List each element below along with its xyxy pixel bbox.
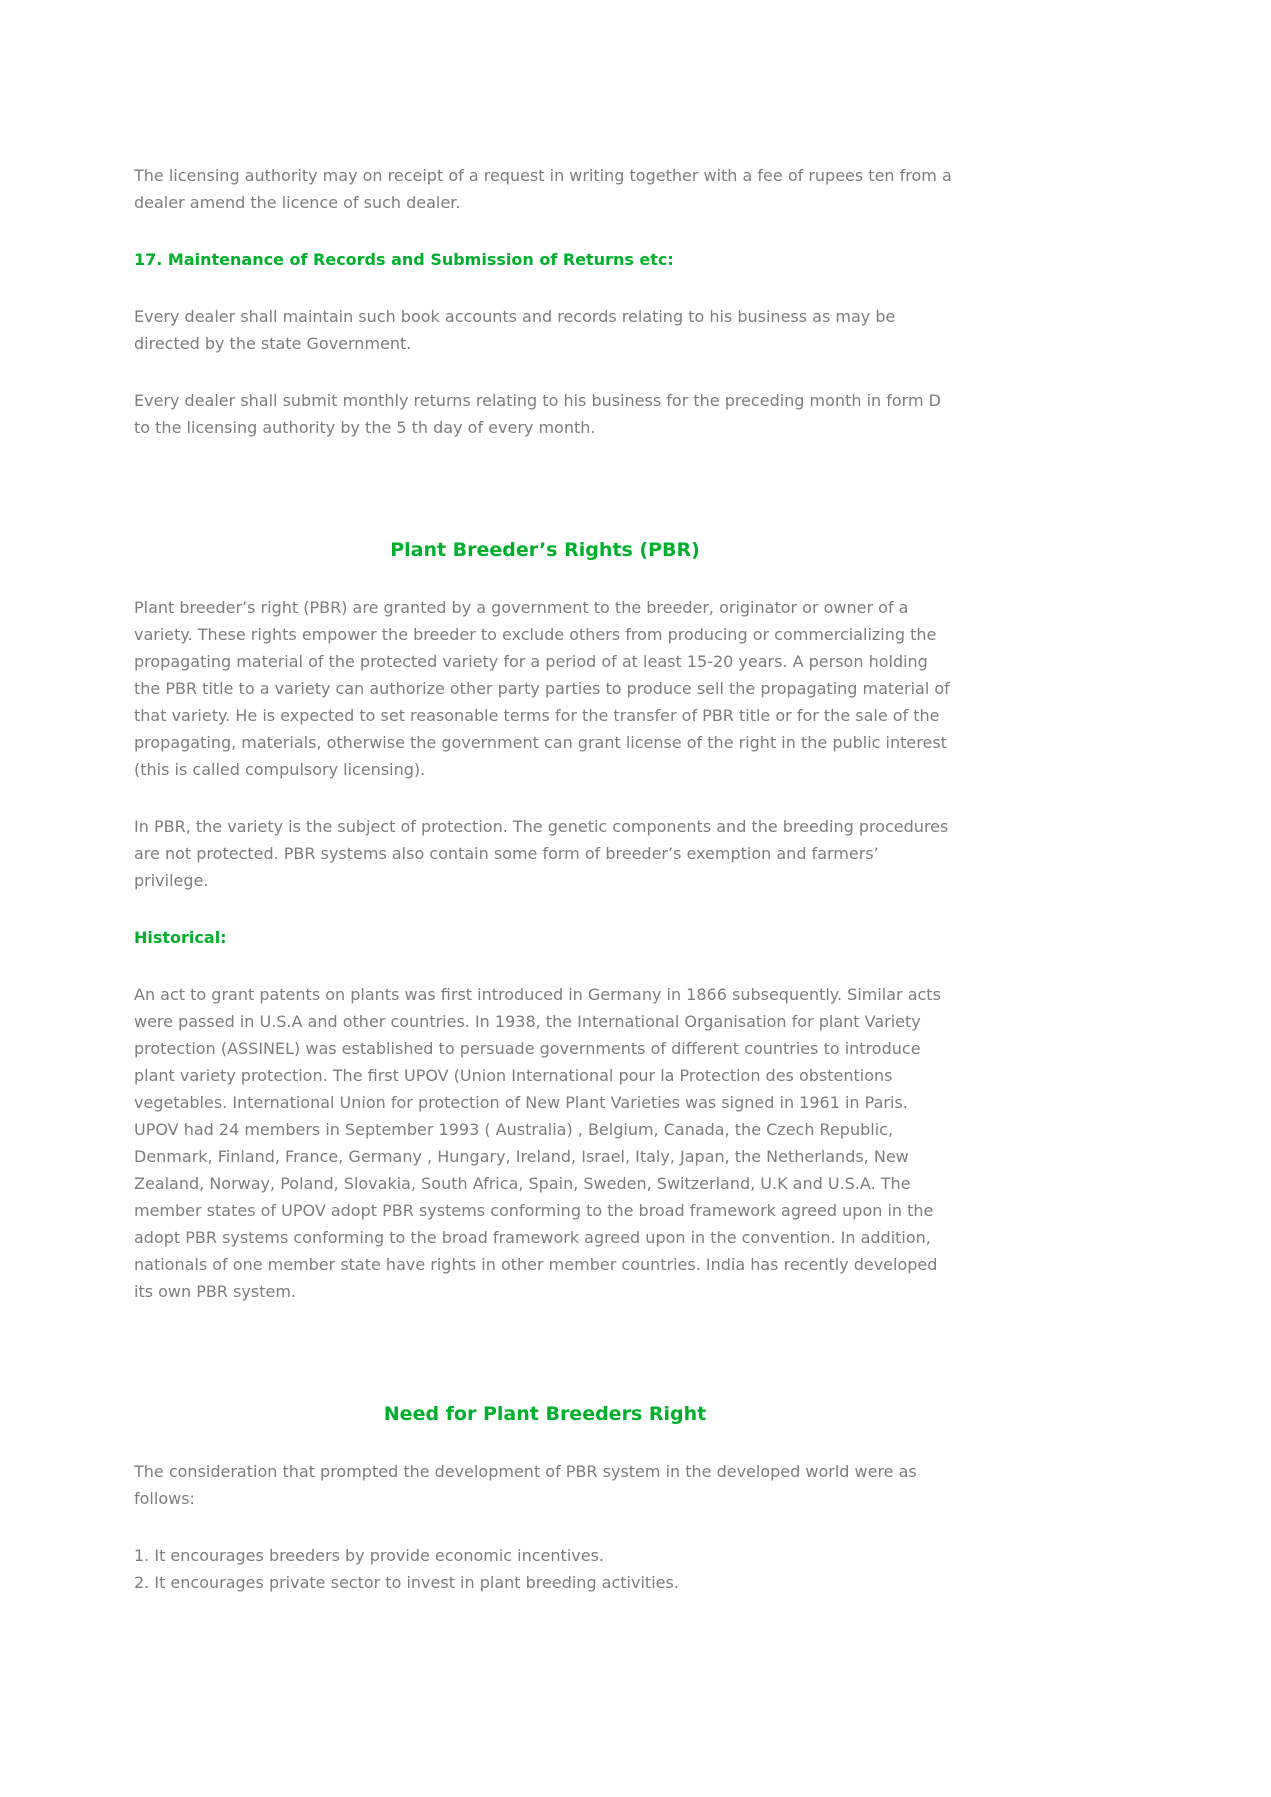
heading-historical: Historical: — [134, 928, 227, 947]
heading-plant-breeders-rights: Plant Breeder’s Rights (PBR) — [390, 539, 700, 561]
list-item-private-sector: 2. It encourages private sector to invest in plant breeding activities. — [134, 1573, 679, 1592]
paragraph-licensing-authority: The licensing authority may on receipt of a request in writing together with a fee of rupees ten from a dealer amend the licence of such dealer. — [134, 166, 952, 212]
list-item-economic-incentives: 1. It encourages breeders by provide economic incentives. — [134, 1546, 604, 1565]
numbered-list — [134, 1542, 956, 1596]
paragraph-pbr-protection: In PBR, the variety is the subject of protection. The genetic components and the breeding procedures are not protected. PBR systems also contain some form of breeder’s exemption and farmers’ privilege. — [134, 817, 949, 890]
heading-need-for-plant-breeders-right: Need for Plant Breeders Right — [383, 1403, 707, 1425]
paragraph-historical: An act to grant patents on plants was first introduced in Germany in 1866 subsequently. Similar acts were passed in U.S.A and other countries. In 1938, the International Organisation for plant Variety protection (ASSINEL) was established to persuade governments of different countries to introduce plant variety protection. The first UPOV (Union International pour la Protection des obstentions vegetables. International Union for protection of New Plant Varieties was signed in 1961 in Paris. UPOV had 24 members in September 1993 ( Australia) , Belgium, Canada, the Czech Republic, Denmark, Finland, France, Germany , Hungary, Ireland, Israel, Italy, Japan, the Netherlands, New Zealand, Norway, Poland, Slovakia, South Africa, Spain, Sweden, Switzerland, U.K and U.S.A. The member states of UPOV adopt PBR systems conforming to the broad framework agreed upon in the adopt PBR systems conforming to the broad framework agreed upon in the convention. In addition, nationals of one member state have rights in other member countries. India has recently developed its own PBR system. — [134, 985, 941, 1301]
paragraph-maintain-records: Every dealer shall maintain such book accounts and records relating to his business as may be directed by the state Government. — [134, 307, 896, 353]
paragraph-pbr-granted: Plant breeder’s right (PBR) are granted by a government to the breeder, originator or owner of a variety. These rights empower the breeder to exclude others from producing or commercializing the propagating material of the protected variety for a period of at least 15-20 years. A person holding the PBR title to a variety can authorize other party parties to produce sell the propagating material of that variety. He is expected to set reasonable terms for the transfer of PBR title or for the sale of the propagating, materials, otherwise the government can grant license of the right in the public interest (this is called compulsory licensing). — [134, 598, 950, 779]
heading-maintenance-of-records: 17. Maintenance of Records and Submission of Returns etc: — [134, 250, 674, 269]
paragraph-monthly-returns: Every dealer shall submit monthly returns relating to his business for the preceding month in form D to the licensing authority by the 5 th day of every month. — [134, 391, 941, 437]
paragraph-need-intro: The consideration that prompted the development of PBR system in the developed world were as follows: — [134, 1462, 917, 1508]
